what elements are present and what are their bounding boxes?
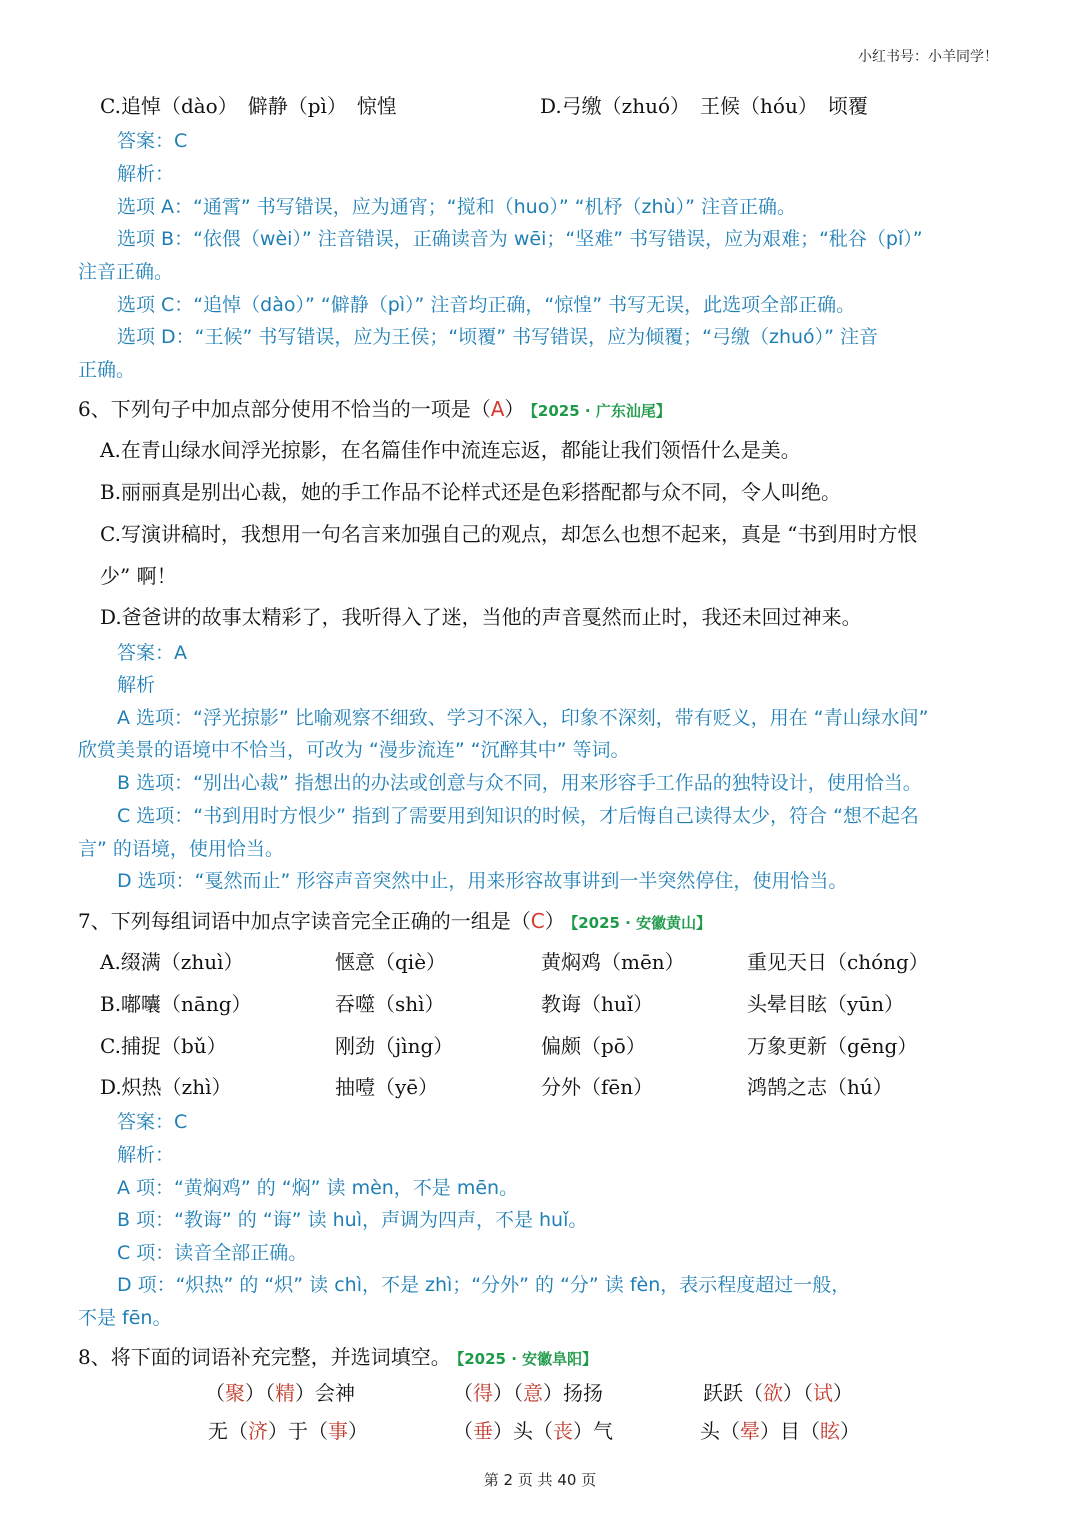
- q7-explain-d-cont: 不是 fēn。: [78, 1307, 172, 1329]
- q8-idiom-3: 跃跃（欲）（试）: [703, 1381, 853, 1405]
- page-header: 小红书号：小羊同学！: [858, 49, 998, 65]
- q5-option-c: C.追悼（dào） 僻静（pì） 惊惶: [100, 94, 397, 118]
- q6-option-d: D.爸爸讲的故事太精彩了，我听得入了迷，当他的声音戛然而止时，我还未回过神来。: [100, 605, 862, 629]
- q7-row-d-4: 鸿鹄之志（hú）: [747, 1075, 893, 1099]
- q6-answer: 答案：A: [117, 642, 187, 664]
- q7-row-b-2: 吞噬（shì）: [335, 992, 445, 1016]
- q7-row-d-1: D.炽热（zhì）: [100, 1075, 232, 1099]
- q6-option-b: B.丽丽真是别出心裁，她的手工作品不论样式还是色彩搭配都与众不同，令人叫绝。: [100, 480, 842, 504]
- q5-option-d: D.弓缴（zhuó） 王候（hóu） 顷覆: [540, 94, 868, 118]
- q5-answer: 答案：C: [117, 130, 188, 152]
- q7-explain-a: A 项：“黄焖鸡” 的 “焖” 读 mèn，不是 mēn。: [117, 1177, 519, 1199]
- q6-explain-c-cont: 言” 的语境，使用恰当。: [78, 838, 284, 860]
- q7-row-a-3: 黄焖鸡（mēn）: [541, 950, 685, 974]
- q6-source-tag: 【2025 · 广东汕尾】: [530, 402, 671, 420]
- q8-source-tag: 【2025 · 安徽阜阳】: [456, 1350, 598, 1368]
- q7-explain-c: C 项：读音全部正确。: [117, 1242, 308, 1264]
- q7-row-b-4: 头晕目眩（yūn）: [747, 992, 905, 1016]
- q6-option-c-cont: 少” 啊！: [100, 564, 177, 588]
- q8-idiom-5: （垂）头（丧）气: [453, 1419, 613, 1443]
- q7-row-c-1: C.捕捉（bǔ）: [100, 1034, 227, 1058]
- q8-fill: 聚: [225, 1381, 245, 1405]
- q8-fill: 济: [248, 1419, 268, 1443]
- q6-explain-a-cont: 欣赏美景的语境中不恰当，可改为 “漫步流连” “沉醉其中” 等词。: [78, 739, 630, 761]
- q7-row-a-1: A.缀满（zhuì）: [100, 950, 244, 974]
- q8-idiom-6: 头（晕）目（眩）: [700, 1419, 860, 1443]
- q8-fill: 眩: [820, 1419, 840, 1443]
- q6-explain-c: C 选项：“书到用时方恨少” 指到了需要用到知识的时候，才后悔自己读得太少，符合 “想不起名: [117, 805, 919, 827]
- page-footer: 第 2 页 共 40 页: [483, 1471, 597, 1489]
- q5-explain-b: 选项 B：“依偎（wèi）” 注音错误，正确读音为 wēi；“坚难” 书写错误，应为艰难；“秕谷（pǐ）”: [117, 228, 923, 250]
- q7-source-tag: 【2025 · 安徽黄山】: [570, 914, 712, 932]
- q7-jiexi-label: 解析：: [117, 1144, 175, 1166]
- q5-explain-a: 选项 A：“通霄” 书写错误，应为通宵；“搅和（huo）” “机杼（zhù）” 注音正确。: [117, 196, 796, 218]
- q7-row-a-2: 惬意（qiè）: [335, 950, 447, 974]
- q8-stem: 8、将下面的词语补充完整，并选词填空。 【2025 · 安徽阜阳】: [78, 1345, 598, 1369]
- q6-jiexi-label: 解析: [117, 674, 156, 696]
- q6-stem: 6、下列句子中加点部分使用不恰当的一项是（A） 【2025 · 广东汕尾】: [78, 397, 671, 421]
- q8-fill: 精: [275, 1381, 295, 1405]
- q6-explain-a: A 选项：“浮光掠影” 比喻观察不细致、学习不深入，印象不深刻，带有贬义，用在 “青山绿水间”: [117, 707, 929, 729]
- q7-row-a-4: 重见天日（chóng）: [747, 950, 929, 974]
- q6-option-a: A.在青山绿水间浮光掠影，在名篇佳作中流连忘返，都能让我们领悟什么是美。: [100, 438, 801, 462]
- q8-fill: 意: [523, 1381, 543, 1405]
- q7-key: C: [530, 909, 545, 933]
- q7-row-c-3: 偏颇（pō）: [541, 1034, 646, 1058]
- q7-row-b-1: B.嘟囔（nāng）: [100, 992, 252, 1016]
- q7-row-d-2: 抽噎（yē）: [335, 1075, 439, 1099]
- q8-fill: 晕: [740, 1419, 760, 1443]
- q5-jiexi-label: 解析：: [117, 163, 175, 185]
- q5-explain-d: 选项 D：“王候” 书写错误，应为王侯；“顷覆” 书写错误，应为倾覆；“弓缴（zhuó）” 注音: [117, 326, 879, 348]
- q8-fill: 丧: [553, 1419, 573, 1443]
- q6-key: A: [490, 397, 505, 421]
- q7-explain-b: B 项：“教诲” 的 “诲” 读 huì，声调为四声，不是 huǐ。: [117, 1209, 588, 1231]
- q8-idiom-2: （得）（意）扬扬: [453, 1381, 603, 1405]
- q8-idiom-4: 无（济）于（事）: [208, 1419, 368, 1443]
- q8-fill: 试: [813, 1381, 833, 1405]
- q7-stem: 7、下列每组词语中加点字读音完全正确的一组是（C） 【2025 · 安徽黄山】: [78, 909, 712, 933]
- q8-fill: 欲: [763, 1381, 783, 1405]
- q5-explain-d-cont: 正确。: [78, 359, 136, 381]
- q8-fill: 垂: [473, 1419, 493, 1443]
- q6-explain-b: B 选项：“别出心裁” 指想出的办法或创意与众不同，用来形容手工作品的独特设计，使用恰当。: [117, 772, 922, 794]
- q6-explain-d: D 选项：“戛然而止” 形容声音突然中止，用来形容故事讲到一半突然停住，使用恰当。: [117, 870, 848, 892]
- q5-explain-c: 选项 C：“追悼（dào）” “僻静（pì）” 注音均正确，“惊惶” 书写无误，此选项全部正确。: [117, 294, 856, 316]
- q8-idiom-1: （聚）（精）会神: [205, 1381, 355, 1405]
- q7-row-d-3: 分外（fēn）: [541, 1075, 654, 1099]
- q8-fill: 事: [328, 1419, 348, 1443]
- q5-explain-b-cont: 注音正确。: [78, 261, 174, 283]
- q7-row-c-2: 刚劲（jìng）: [335, 1034, 454, 1058]
- q6-option-c: C.写演讲稿时，我想用一句名言来加强自己的观点，却怎么也想不起来，真是 “书到用时方恨: [100, 522, 918, 546]
- q8-fill: 得: [473, 1381, 493, 1405]
- q7-answer: 答案：C: [117, 1111, 188, 1133]
- q7-row-b-3: 教诲（huǐ）: [541, 992, 654, 1016]
- q7-row-c-4: 万象更新（gēng）: [747, 1034, 918, 1058]
- q7-explain-d: D 项：“炽热” 的 “炽” 读 chì，不是 zhì；“分外” 的 “分” 读 fèn，表示程度超过一般，: [117, 1274, 851, 1296]
